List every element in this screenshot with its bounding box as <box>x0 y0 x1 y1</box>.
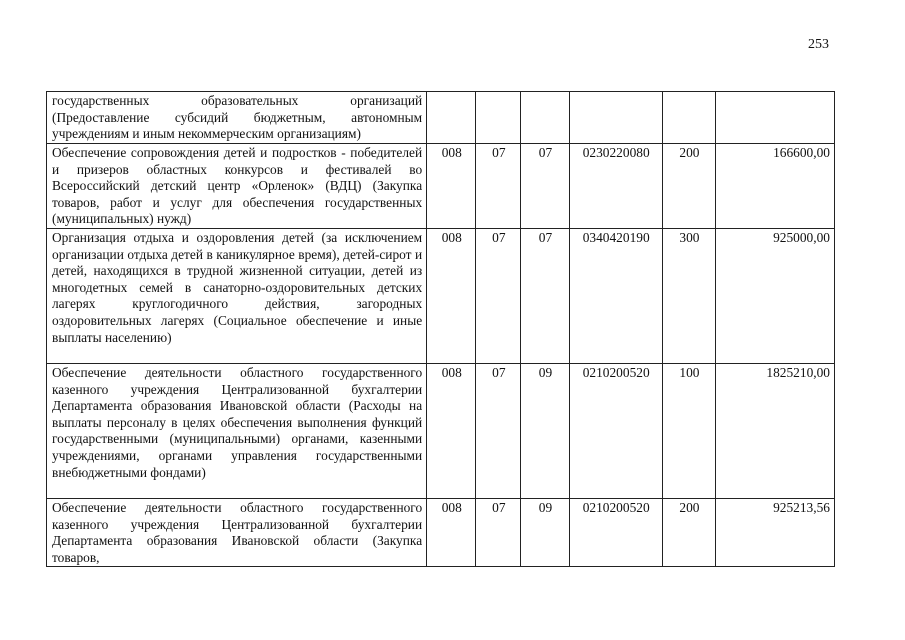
row-target-article-code: 0210200520 <box>569 364 662 499</box>
row-section-code: 07 <box>476 499 521 567</box>
row-section-code: 07 <box>476 229 521 364</box>
table-row <box>47 499 835 567</box>
row-section-code: 07 <box>476 364 521 499</box>
row-target-article-code: 0340420190 <box>569 229 662 364</box>
row-expense-type-code: 200 <box>662 499 715 567</box>
table-row <box>47 144 835 229</box>
budget-table <box>46 91 835 567</box>
table-row <box>47 364 835 499</box>
row-department-code: 008 <box>427 144 476 229</box>
row-name: Организация отдыха и оздоровления детей (за исключением организации отдыха детей в каникулярное время), детей-сирот и детей, находящихся в трудной жизненной ситуации, детей из многодетных семей в санаторно-оздоровительных детских лагерях круглогодичного действия, загородных оздоровительных лагерях (Социальное обеспечение и иные выплаты населению) <box>47 229 427 364</box>
row-expense-type-code: 200 <box>662 144 715 229</box>
row-subsection-code: 09 <box>521 364 569 499</box>
row-name: государственных образовательных организаций (Предоставление субсидий бюджетным, автономным учреждениям и иным некоммерческим организациям) <box>47 92 427 144</box>
row-name: Обеспечение деятельности областного государственного казенного учреждения Централизованной бухгалтерии Департамента образования Ивановской области (Расходы на выплаты персоналу в целях обеспечения выполнения функций государственными (муниципальными) органами, казенными учреждениями, органами управления государственными внебюджетными фондами) <box>47 364 427 499</box>
row-target-article-code: 0210200520 <box>569 499 662 567</box>
row-expense-type-code: 300 <box>662 229 715 364</box>
row-sum: 925213,56 <box>716 499 835 567</box>
row-department-code <box>427 92 476 144</box>
row-sum: 1825210,00 <box>716 364 835 499</box>
row-name: Обеспечение сопровождения детей и подростков - победителей и призеров областных конкурсов и фестивалей во Всероссийский детский центр «Орленок» (ВДЦ) (Закупка товаров, работ и услуг для обеспечения государственных (муниципальных) нужд) <box>47 144 427 229</box>
table-row <box>47 92 835 144</box>
row-name: Обеспечение деятельности областного государственного казенного учреждения Централизованной бухгалтерии Департамента образования Ивановской области (Закупка товаров, <box>47 499 427 567</box>
row-subsection-code: 09 <box>521 499 569 567</box>
row-department-code: 008 <box>427 499 476 567</box>
row-department-code: 008 <box>427 364 476 499</box>
row-expense-type-code: 100 <box>662 364 715 499</box>
row-sum: 925000,00 <box>716 229 835 364</box>
row-target-article-code: 0230220080 <box>569 144 662 229</box>
row-expense-type-code <box>662 92 715 144</box>
page-number: 253 <box>808 37 829 52</box>
row-subsection-code <box>521 92 569 144</box>
row-section-code <box>476 92 521 144</box>
row-department-code: 008 <box>427 229 476 364</box>
row-subsection-code: 07 <box>521 144 569 229</box>
table-row <box>47 229 835 364</box>
row-section-code: 07 <box>476 144 521 229</box>
row-subsection-code: 07 <box>521 229 569 364</box>
row-sum: 166600,00 <box>716 144 835 229</box>
row-target-article-code <box>569 92 662 144</box>
row-sum <box>716 92 835 144</box>
